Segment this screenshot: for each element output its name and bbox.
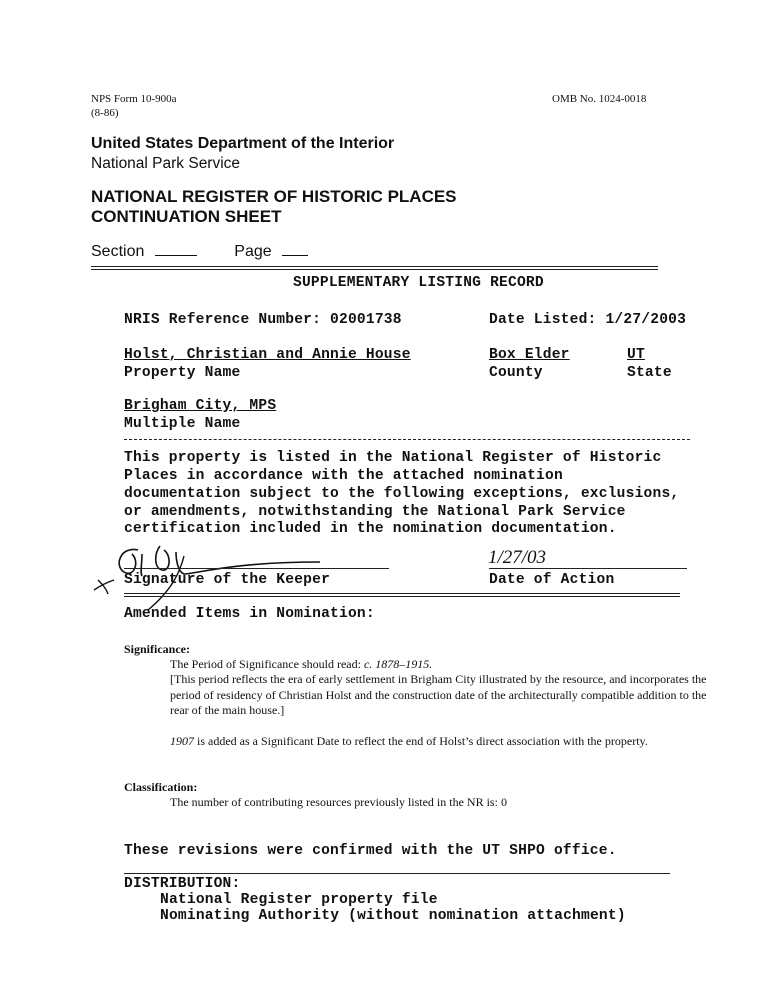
multiple-name-label: Multiple Name xyxy=(124,416,241,432)
statement-line-4: or amendments, notwithstanding the National Park Service xyxy=(124,504,626,520)
property-name-label: Property Name xyxy=(124,365,241,381)
confirmation-statement: These revisions were confirmed with the UT SHPO office. xyxy=(124,843,617,859)
date-of-action-label: Date of Action xyxy=(489,572,615,588)
record-heading: SUPPLEMENTARY LISTING RECORD xyxy=(293,275,544,291)
date-of-action-line xyxy=(489,568,687,569)
omb-number: OMB No. 1024-0018 xyxy=(552,93,647,105)
signature-line xyxy=(124,568,389,569)
page-blank xyxy=(282,241,308,256)
section-label: Section xyxy=(91,243,145,260)
form-number: NPS Form 10-900a xyxy=(91,93,177,105)
distribution-item: National Register property file xyxy=(160,892,438,908)
significance-explanation: [This period reflects the era of early settlement in Brigham City illustrated by the resource, and incorporates the period of residency of Christian Holst and the construction date of the architecturally compatible addition to the rear of the main house.] xyxy=(170,672,707,717)
property-name-value: Holst, Christian and Annie House xyxy=(124,347,411,363)
distribution-rule xyxy=(124,873,670,874)
significant-date-text: is added as a Significant Date to reflect the end of Holst’s direct association with the property. xyxy=(194,734,648,748)
state-value: UT xyxy=(627,347,645,363)
nris-label: NRIS Reference Number: xyxy=(124,312,322,328)
date-listed-label: Date Listed: xyxy=(489,312,597,328)
register-title: NATIONAL REGISTER OF HISTORIC PLACES xyxy=(91,187,457,206)
significant-date-value: 1907 xyxy=(170,734,194,748)
date-listed xyxy=(489,312,686,328)
header-double-rule xyxy=(91,266,658,270)
section-field xyxy=(91,241,308,261)
county-value: Box Elder xyxy=(489,347,570,363)
signature-double-rule xyxy=(124,593,680,597)
date-of-action-value: 1/27/03 xyxy=(488,547,547,568)
statement-line-5: certification included in the nomination documentation. xyxy=(124,521,617,537)
county-label: County xyxy=(489,365,543,381)
date-listed-value: 1/27/2003 xyxy=(605,312,687,328)
statement-line-3: documentation subject to the following exceptions, exclusions, xyxy=(124,486,680,502)
form-date: (8-86) xyxy=(91,107,119,119)
distribution-heading: DISTRIBUTION: xyxy=(124,876,241,892)
section-blank xyxy=(155,241,197,256)
significance-heading: Significance: xyxy=(124,642,190,656)
nris-value: 02001738 xyxy=(330,312,402,328)
multiple-name-value: Brigham City, MPS xyxy=(124,398,277,414)
classification-text: The number of contributing resources previously listed in the NR is: 0 xyxy=(170,795,507,809)
amended-items-label: Amended Items in Nomination: xyxy=(124,606,375,622)
period-prefix: The Period of Significance should read: xyxy=(170,657,364,671)
service-name: National Park Service xyxy=(91,155,241,172)
page-label: Page xyxy=(234,243,272,260)
continuation-title: CONTINUATION SHEET xyxy=(91,207,282,226)
period-value: c. 1878–1915. xyxy=(363,657,433,671)
statement-line-2: Places in accordance with the attached nomination xyxy=(124,468,563,484)
state-label: State xyxy=(627,365,672,381)
period-of-significance xyxy=(170,657,432,672)
department-title: United States Department of the Interior xyxy=(91,135,395,152)
distribution-item: Nominating Authority (without nomination attachment) xyxy=(160,908,626,924)
significant-date xyxy=(170,734,648,749)
dashed-separator xyxy=(124,439,690,440)
classification-heading: Classification: xyxy=(124,780,198,794)
nris-reference xyxy=(124,312,402,328)
statement-line-1: This property is listed in the National Register of Historic xyxy=(124,450,662,466)
signature-label: Signature of the Keeper xyxy=(124,572,331,588)
